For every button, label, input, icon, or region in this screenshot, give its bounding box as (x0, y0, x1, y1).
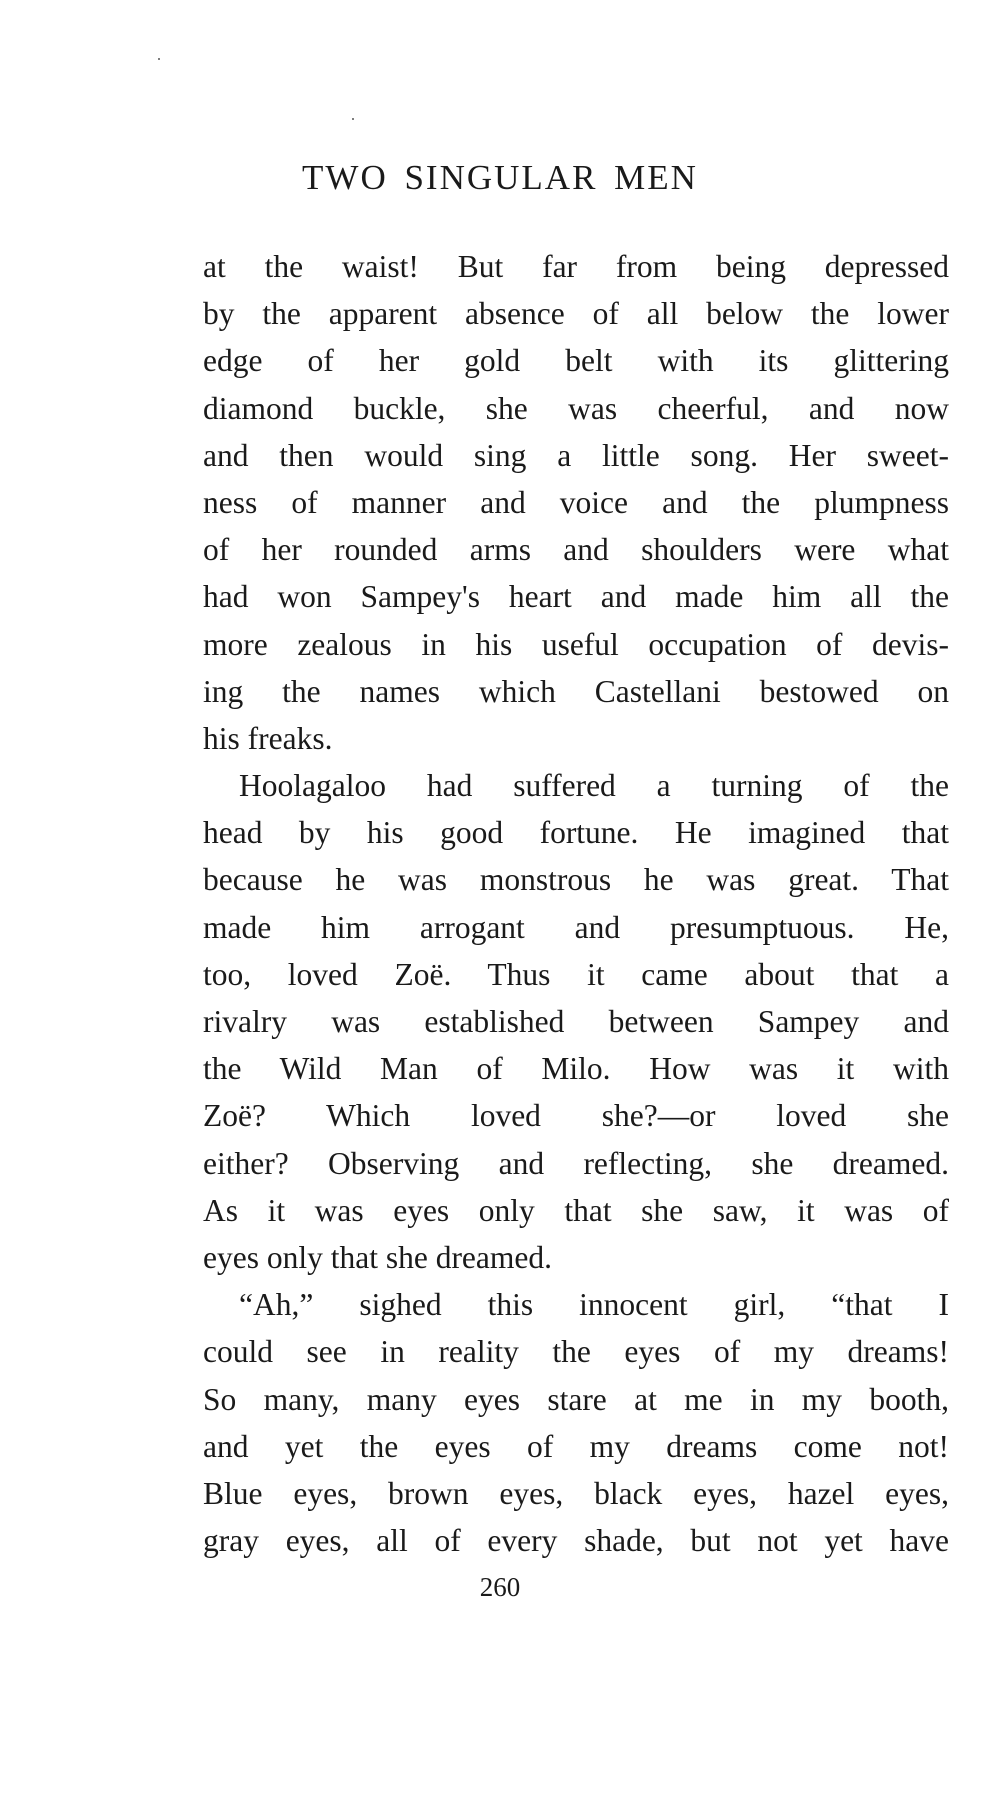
print-speck (352, 118, 354, 120)
body-text (203, 243, 949, 1564)
text-line: As it was eyes only that she saw, it was of (203, 1192, 949, 1228)
text-line: head by his good fortune. He imagined that (203, 815, 949, 851)
running-head: TWO SINGULAR MEN (302, 158, 698, 197)
text-line: made him arrogant and presumptuous. He, (203, 909, 949, 945)
text-line: by the apparent absence of all below the lower (203, 296, 949, 332)
page-number: 260 (479, 1572, 521, 1602)
text-line: “Ah,” sighed this innocent girl, “that I (239, 1287, 949, 1323)
text-line: more zealous in his useful occupation of devis- (203, 626, 949, 662)
text-line: Hoolagaloo had suffered a turning of the (239, 768, 949, 804)
text-line: at the waist! But far from being depressed (203, 249, 949, 284)
text-line: Zoë? Which loved she?—or loved she (203, 1098, 949, 1134)
text-line: and then would sing a little song. Her sweet- (203, 437, 949, 473)
text-line: could see in reality the eyes of my dreams! (203, 1334, 949, 1370)
text-line: either? Observing and reflecting, she dreamed. (203, 1145, 949, 1181)
text-line: because he was monstrous he was great. That (203, 862, 949, 898)
text-line: rivalry was established between Sampey and (203, 1004, 949, 1039)
text-line: So many, many eyes stare at me in my booth, (203, 1381, 949, 1417)
text-line: gray eyes, all of every shade, but not yet have (203, 1523, 949, 1559)
text-line: Blue eyes, brown eyes, black eyes, hazel eyes, (203, 1475, 949, 1511)
text-line: his freaks. (203, 720, 333, 756)
text-line: the Wild Man of Milo. How was it with (203, 1051, 949, 1087)
text-line: edge of her gold belt with its glittering (203, 343, 949, 379)
text-line: and yet the eyes of my dreams come not! (203, 1428, 949, 1464)
text-line: diamond buckle, she was cheerful, and now (203, 390, 949, 426)
text-line: ing the names which Castellani bestowed on (203, 673, 949, 709)
print-speck (158, 58, 160, 60)
text-line: ness of manner and voice and the plumpness (203, 484, 949, 520)
text-line: of her rounded arms and shoulders were what (203, 532, 949, 568)
text-line: had won Sampey's heart and made him all the (203, 579, 949, 615)
text-line: eyes only that she dreamed. (203, 1239, 553, 1275)
text-line: too, loved Zoë. Thus it came about that a (203, 956, 949, 992)
